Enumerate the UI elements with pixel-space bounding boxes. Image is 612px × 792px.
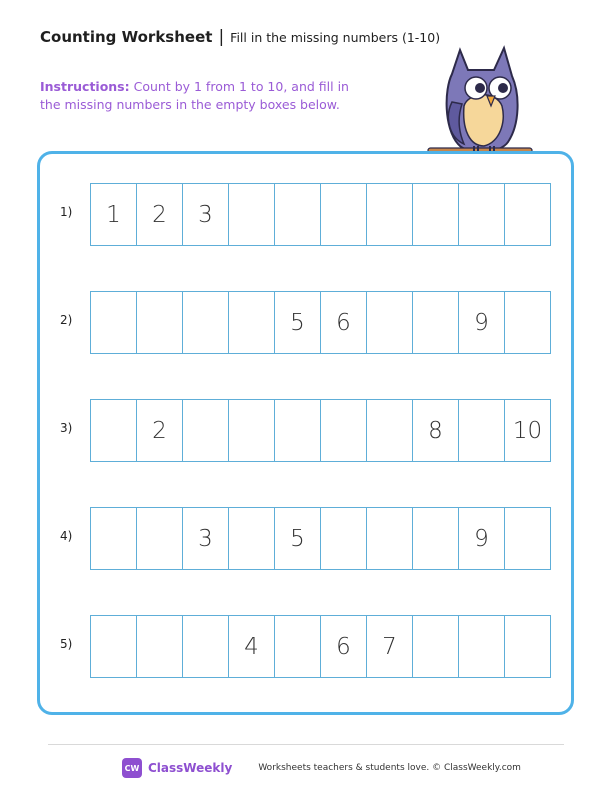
row-label: 2) [60,313,73,327]
empty-number-box[interactable] [275,184,321,246]
classweekly-logo-icon: CW [122,758,142,778]
number-boxes [90,615,551,678]
empty-number-box[interactable] [505,508,551,570]
instructions-text: Count by 1 from 1 to 10, and fill in the missing numbers in the empty boxes below. [40,79,349,112]
worksheet-title: Counting Worksheet [40,28,213,46]
given-number-box: 3 [183,508,229,570]
given-number-box: 2 [137,400,183,462]
empty-number-box[interactable] [367,400,413,462]
number-boxes [90,291,551,354]
empty-number-box[interactable] [137,292,183,354]
empty-number-box[interactable] [183,400,229,462]
row-label: 3) [60,421,73,435]
empty-number-box[interactable] [91,508,137,570]
empty-number-box[interactable] [505,292,551,354]
empty-number-box[interactable] [321,184,367,246]
empty-number-box[interactable] [91,400,137,462]
owl-on-branch-icon [424,42,536,168]
empty-number-box[interactable] [137,508,183,570]
empty-number-box[interactable] [459,184,505,246]
worksheet-subtitle: Fill in the missing numbers (1-10) [230,29,441,45]
empty-number-box[interactable] [459,400,505,462]
number-boxes [90,399,551,462]
given-number-box: 4 [229,616,275,678]
brand-name: ClassWeekly [148,761,233,775]
instructions [40,78,370,114]
number-row [40,399,577,461]
empty-number-box[interactable] [229,400,275,462]
footer [122,757,521,779]
empty-number-box[interactable] [505,184,551,246]
empty-number-box[interactable] [459,616,505,678]
empty-number-box[interactable] [367,508,413,570]
empty-number-box[interactable] [413,616,459,678]
given-number-box: 3 [183,184,229,246]
row-label: 4) [60,529,73,543]
given-number-box: 7 [367,616,413,678]
empty-number-box[interactable] [413,292,459,354]
given-number-box: 8 [413,400,459,462]
number-row [40,291,577,353]
given-number-box: 5 [275,508,321,570]
number-boxes [90,183,551,246]
given-number-box: 9 [459,508,505,570]
empty-number-box[interactable] [505,616,551,678]
row-label: 5) [60,637,73,651]
number-row [40,507,577,569]
given-number-box: 10 [505,400,551,462]
empty-number-box[interactable] [183,292,229,354]
empty-number-box[interactable] [321,508,367,570]
number-boxes [90,507,551,570]
given-number-box: 1 [91,184,137,246]
given-number-box: 6 [321,292,367,354]
empty-number-box[interactable] [137,616,183,678]
empty-number-box[interactable] [229,184,275,246]
footer-divider [48,744,564,745]
given-number-box: 9 [459,292,505,354]
empty-number-box[interactable] [91,292,137,354]
given-number-box: 5 [275,292,321,354]
empty-number-box[interactable] [229,292,275,354]
instructions-lead: Instructions: [40,79,130,94]
row-label: 1) [60,205,73,219]
number-row [40,183,577,245]
title-separator: | [218,27,225,47]
empty-number-box[interactable] [275,400,321,462]
worksheet-header [40,27,440,47]
given-number-box: 2 [137,184,183,246]
empty-number-box[interactable] [367,292,413,354]
empty-number-box[interactable] [275,616,321,678]
given-number-box: 6 [321,616,367,678]
worksheet-panel [37,151,574,715]
empty-number-box[interactable] [413,184,459,246]
empty-number-box[interactable] [183,616,229,678]
empty-number-box[interactable] [321,400,367,462]
empty-number-box[interactable] [367,184,413,246]
empty-number-box[interactable] [413,508,459,570]
empty-number-box[interactable] [229,508,275,570]
empty-number-box[interactable] [91,616,137,678]
number-row [40,615,577,677]
footer-tagline: Worksheets teachers & students love. © ClassWeekly.com [258,763,521,773]
